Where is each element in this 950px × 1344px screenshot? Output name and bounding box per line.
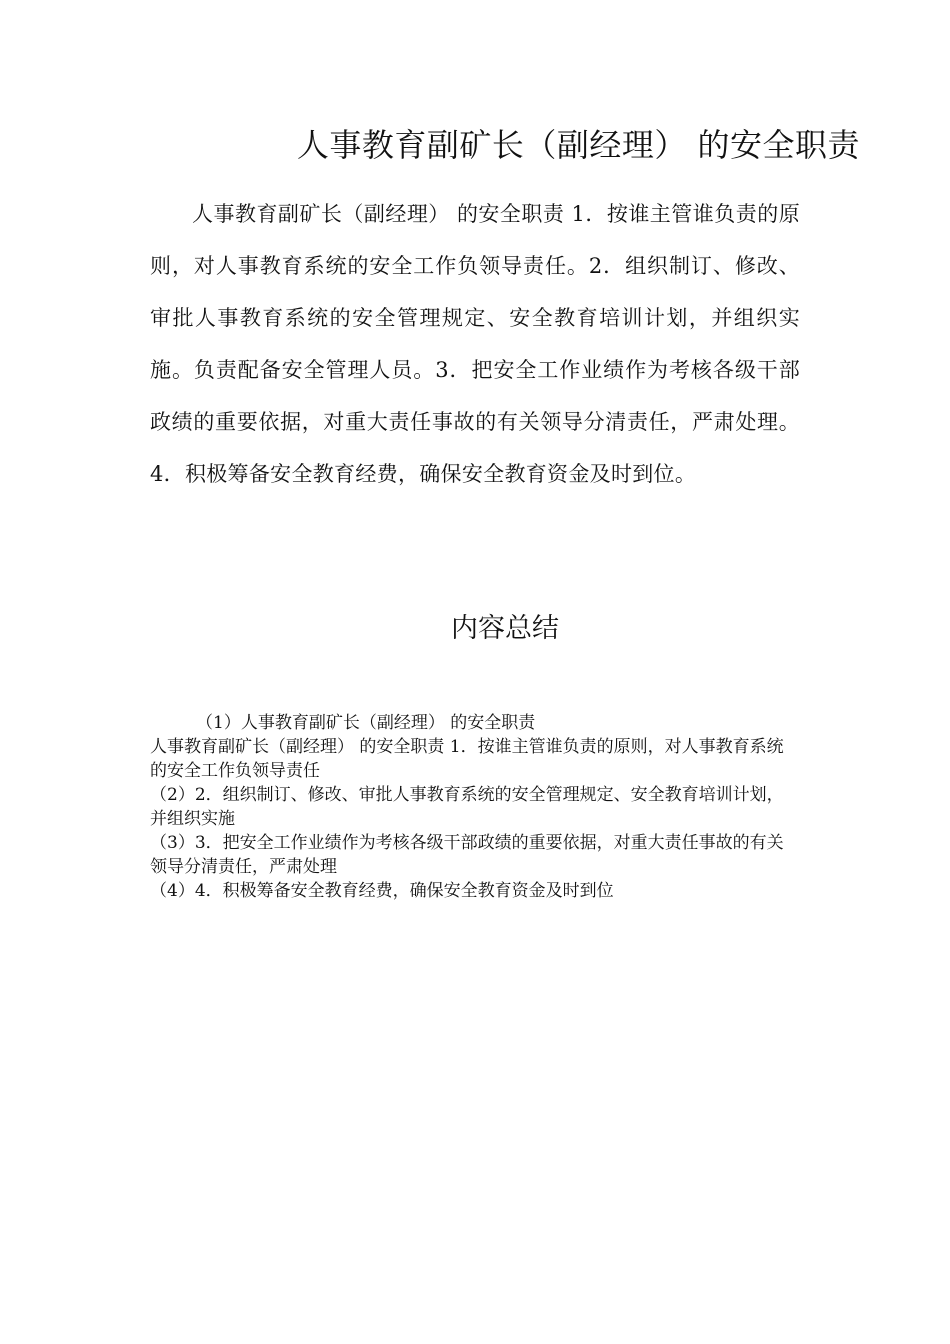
summary-item: （4）4．积极筹备安全教育经费，确保安全教育资金及时到位	[150, 881, 614, 901]
summary-list	[150, 711, 800, 903]
summary-item: 人事教育副矿长（副经理） 的安全职责 1．按谁主管谁负责的原则，对人事教育系统的安全工作负领导责任	[150, 737, 784, 781]
document-title: 人事教育副矿长（副经理） 的安全职责	[296, 126, 860, 164]
summary-item: （1）人事教育副矿长（副经理） 的安全职责	[196, 713, 536, 733]
summary-heading: 内容总结	[451, 613, 559, 644]
summary-item: （3）3．把安全工作业绩作为考核各级干部政绩的重要依据，对重大责任事故的有关领导分清责任，严肃处理	[150, 833, 784, 877]
summary-item: （2）2．组织制订、修改、审批人事教育系统的安全管理规定、安全教育培训计划，并组织实施	[150, 785, 784, 829]
document-body: 人事教育副矿长（副经理） 的安全职责 1．按谁主管谁负责的原则，对人事教育系统的安全工作负领导责任。2．组织制订、修改、审批人事教育系统的安全管理规定、安全教育培训计划，并组织实施。负责配备安全管理人员。3．把安全工作业绩作为考核各级干部政绩的重要依据，对重大责任事故的有关领导分清责任，严肃处理。4．积极筹备安全教育经费，确保安全教育资金及时到位。	[150, 202, 800, 486]
